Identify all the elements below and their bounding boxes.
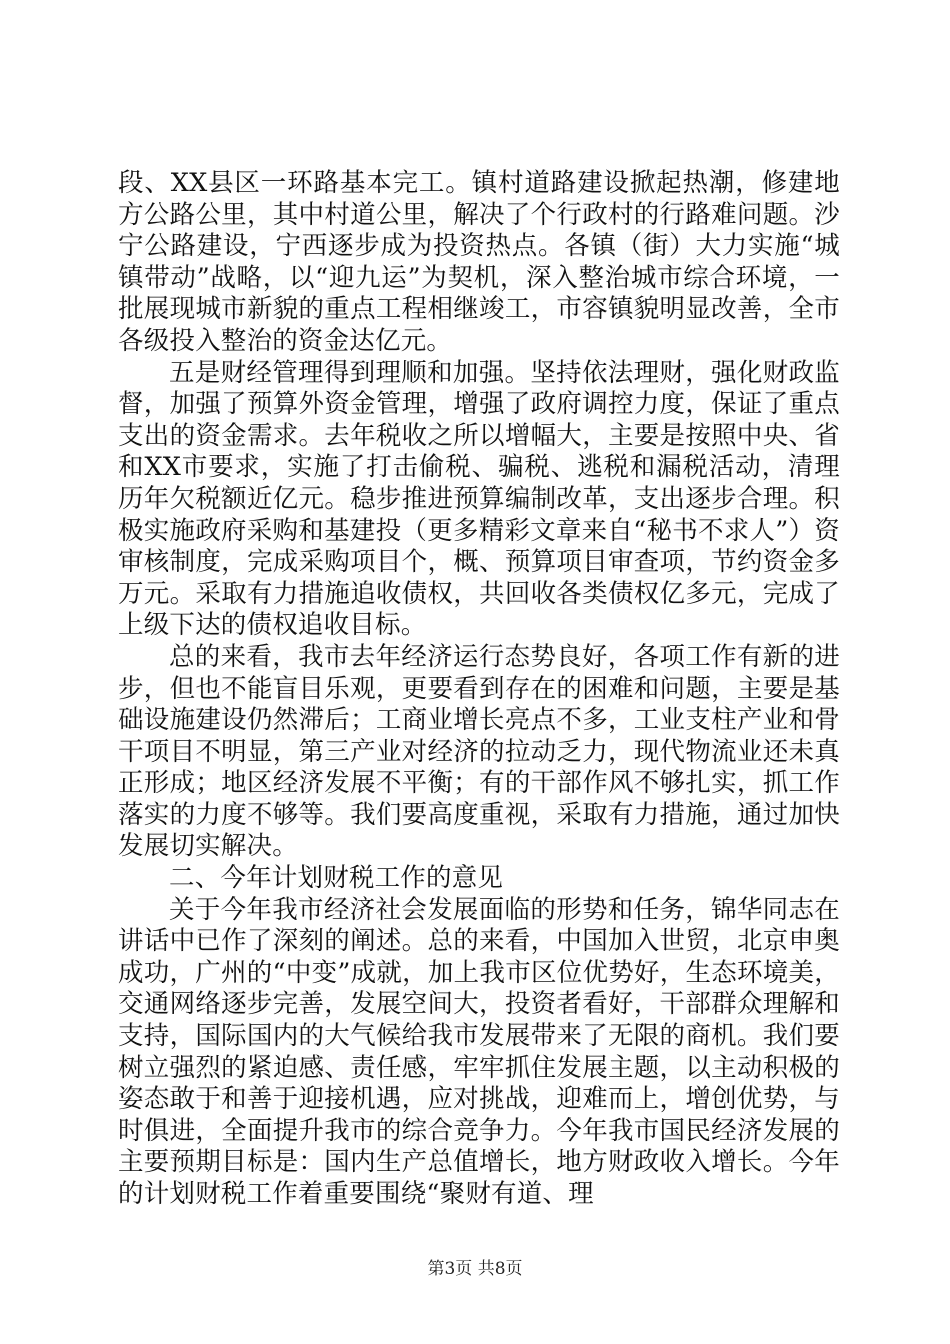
paragraph-continuation: 段、XX县区一环路基本完工。镇村道路建设掀起热潮，修建地方公路公里，其中村道公里，解决了个行政村的行路难问题。沙宁公路建设，宁西逐步成为投资热点。各镇（街）大力实施“城镇带动”战略，以“迎九运”为契机，深入整治城市综合环境，一批展现城市新貌的重点工程相继竣工，市容镇貌明显改善，全市各级投入整治的资金达亿元。 <box>118 168 840 356</box>
paragraph-finance-management: 五是财经管理得到理顺和加强。坚持依法理财，强化财政监督，加强了预算外资金管理，增强了政府调控力度，保证了重点支出的资金需求。去年税收之所以增幅大，主要是按照中央、省和XX市要求，实施了打击偷税、骗税、逃税和漏税活动，清理历年欠税额近亿元。稳步推进预算编制改革，支出逐步合理。积极实施政府采购和基建投（更多精彩文章来自“秘书不求人”）资审核制度，完成采购项目个，概、预算项目审查项，节约资金多万元。采取有力措施追收债权，共回收各类债权亿多元，完成了上级下达的债权追收目标。 <box>118 357 840 641</box>
document-body <box>118 168 840 1211</box>
page-number-footer: 第3页 共8页 <box>427 1259 523 1279</box>
paragraph-summary: 总的来看，我市去年经济运行态势良好，各项工作有新的进步，但也不能盲目乐观，更要看到存在的困难和问题，主要是基础设施建设仍然滞后；工商业增长亮点不多，工业支柱产业和骨干项目不明显，第三产业对经济的拉动乏力，现代物流业还未真正形成；地区经济发展不平衡；有的干部作风不够扎实，抓工作落实的力度不够等。我们要高度重视，采取有力措施，通过加快发展切实解决。 <box>118 641 840 862</box>
section-heading: 二、今年计划财税工作的意见 <box>169 863 504 894</box>
paragraph-outlook: 关于今年我市经济社会发展面临的形势和任务，锦华同志在讲话中已作了深刻的阐述。总的来看，中国加入世贸，北京申奥成功，广州的“中变”成就，加上我市区位优势好，生态环境美，交通网络逐步完善，发展空间大，投资者看好，干部群众理解和支持，国际国内的大气候给我市发展带来了无限的商机。我们要树立强烈的紧迫感、责任感，牢牢抓住发展主题，以主动积极的姿态敢于和善于迎接机遇，应对挑战，迎难而上，增创优势，与时俱进，全面提升我市的综合竞争力。今年我市国民经济发展的主要预期目标是：国内生产总值增长，地方财政收入增长。今年的计划财税工作着重要围绕“聚财有道、理 <box>118 894 840 1209</box>
